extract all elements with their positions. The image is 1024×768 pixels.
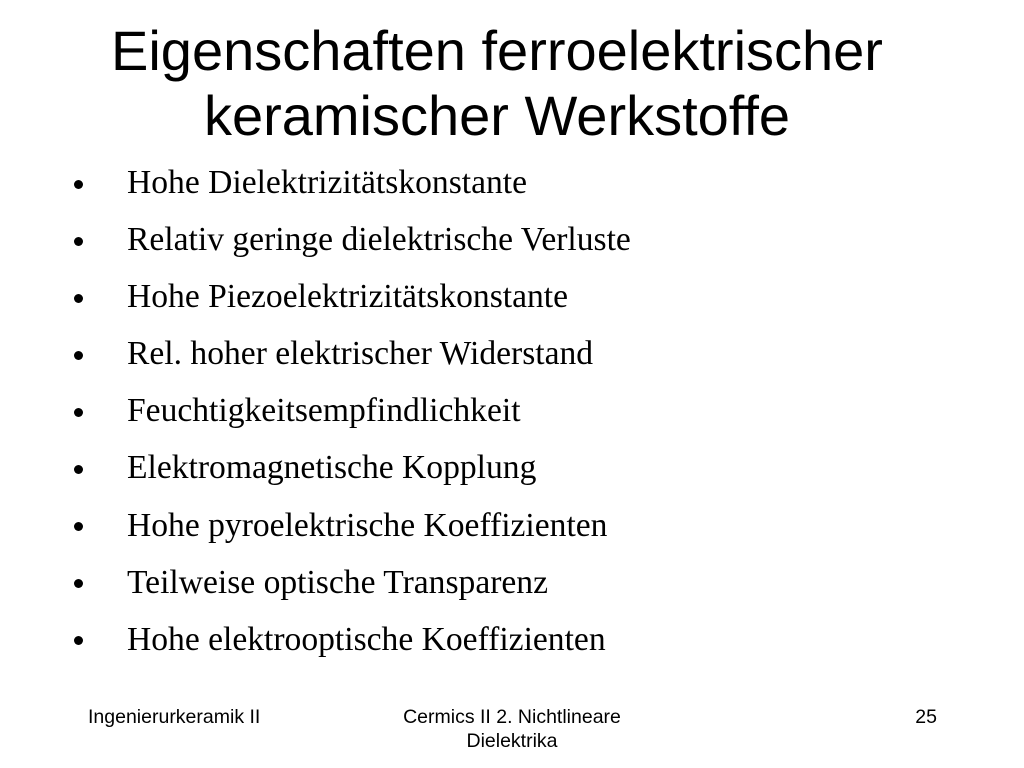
bullet-dot-icon xyxy=(74,408,83,417)
bullet-dot-icon xyxy=(74,294,83,303)
bullet-item xyxy=(0,211,1024,268)
bullet-item xyxy=(0,611,1024,668)
bullet-item xyxy=(0,325,1024,382)
bullet-item xyxy=(0,439,1024,496)
bullet-item xyxy=(0,382,1024,439)
bullet-text: Rel. hoher elektrischer Widerstand xyxy=(127,335,594,373)
bullet-text: Feuchtigkeitsempfindlichkeit xyxy=(127,392,521,430)
bullet-text: Elektromagnetische Kopplung xyxy=(127,449,537,487)
bullet-text: Hohe Piezoelektrizitätskonstante xyxy=(127,278,569,316)
slide-title: Eigenschaften ferroelektrischer keramischer Werkstoffe xyxy=(111,19,883,147)
bullet-item xyxy=(0,154,1024,211)
bullet-list xyxy=(0,154,1024,668)
footer-chapter-title: Cermics II 2. Nichtlineare Dielektrika xyxy=(403,706,621,752)
footer-course-name: Ingenierurkeramik II xyxy=(88,706,261,728)
bullet-dot-icon xyxy=(74,636,83,645)
bullet-text: Hohe pyroelektrische Koeffizienten xyxy=(127,506,608,544)
bullet-dot-icon xyxy=(74,351,83,360)
bullet-dot-icon xyxy=(74,237,83,246)
bullet-text: Relativ geringe dielektrische Verluste xyxy=(127,221,631,259)
bullet-text: Hohe Dielektrizitätskonstante xyxy=(127,164,528,201)
slide-number: 25 xyxy=(915,706,937,728)
bullet-item xyxy=(0,554,1024,611)
bullet-text: Hohe elektrooptische Koeffizienten xyxy=(127,620,606,658)
bullet-dot-icon xyxy=(74,180,83,189)
bullet-dot-icon xyxy=(74,579,83,588)
bullet-item xyxy=(0,497,1024,554)
bullet-text: Teilweise optische Transparenz xyxy=(127,563,549,601)
bullet-dot-icon xyxy=(74,465,83,474)
bullet-item xyxy=(0,268,1024,325)
bullet-dot-icon xyxy=(74,522,83,531)
